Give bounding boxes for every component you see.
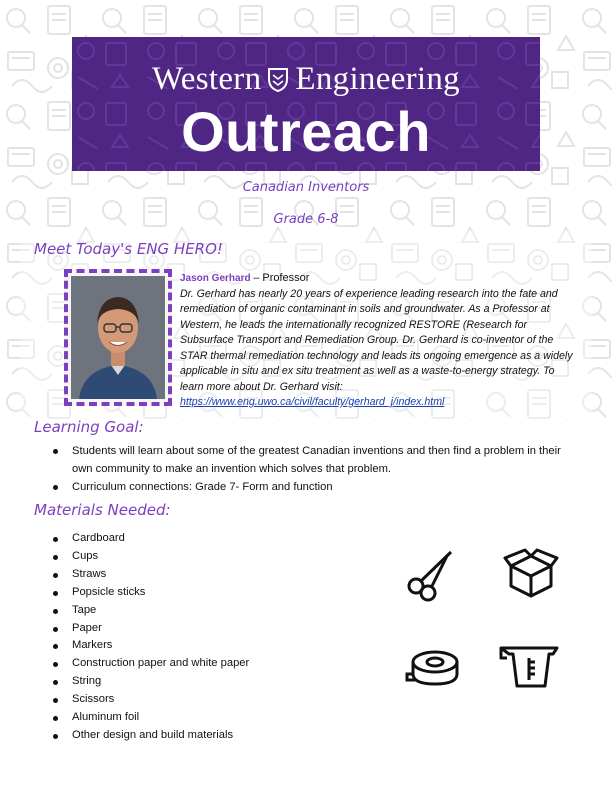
hero-heading: Meet Today's ENG HERO! [34,240,223,258]
list-item: Aluminum foil [52,709,249,727]
learning-goal-list [52,442,572,496]
outreach-banner [72,37,540,171]
list-item: Other design and build materials [52,727,249,745]
hero-role: Professor [262,272,310,284]
list-item: Cardboard [52,530,249,548]
hero-bio-text: Dr. Gerhard has nearly 20 years of experience leading research into the fate and remediation of organic contaminant in soils and groundwater. As a Professor at Western, he leads the internationally recognized RESTORE (Research for Subsurface Transport and Remediation Group. Dr. Gerhard is co-inventor of the STAR thermal remediation technology and leads its ongoing emergence as a widely applicable in situ and ex situ treatment as well as a waste-to-energy strategy. To learn more about Dr. Gerhard visit: [180,287,573,393]
hero-photo-frame [64,269,172,406]
list-item: Students will learn about some of the greatest Canadian inventions and then find a problem in their own community to make an invention which solves that problem. [52,442,572,478]
materials-list [52,530,249,745]
banner-engineering: Engineering [295,61,460,97]
scissors-icon [405,548,457,602]
measuring-cup-icon [497,644,561,690]
hero-bio [180,271,580,411]
hero-dash: – [250,272,263,284]
banner-outreach: Outreach [181,100,431,163]
banner-western: Western [152,61,262,97]
portrait-image [71,276,165,399]
list-item: String [52,673,249,691]
list-item: Paper [52,620,249,638]
hero-profile-link[interactable]: https://www.eng.uwo.ca/civil/faculty/gerhard_j/index.html [180,396,445,408]
western-shield-icon [267,67,289,93]
learning-goal-heading: Learning Goal: [34,418,144,436]
list-item: Curriculum connections: Grade 7- Form and function [52,478,572,496]
grade-level: Grade 6-8 [273,212,339,227]
banner-wordmark [72,61,540,98]
hero-name: Jason Gerhard [180,273,251,284]
list-item: Construction paper and white paper [52,655,249,673]
box-icon [503,548,559,598]
tape-icon [405,648,461,688]
list-item: Popsicle sticks [52,584,249,602]
list-item: Cups [52,548,249,566]
materials-heading: Materials Needed: [34,501,171,519]
list-item: Tape [52,602,249,620]
activity-title: Canadian Inventors [242,180,370,195]
list-item: Straws [52,566,249,584]
list-item: Markers [52,637,249,655]
hero-photo [71,276,165,399]
list-item: Scissors [52,691,249,709]
